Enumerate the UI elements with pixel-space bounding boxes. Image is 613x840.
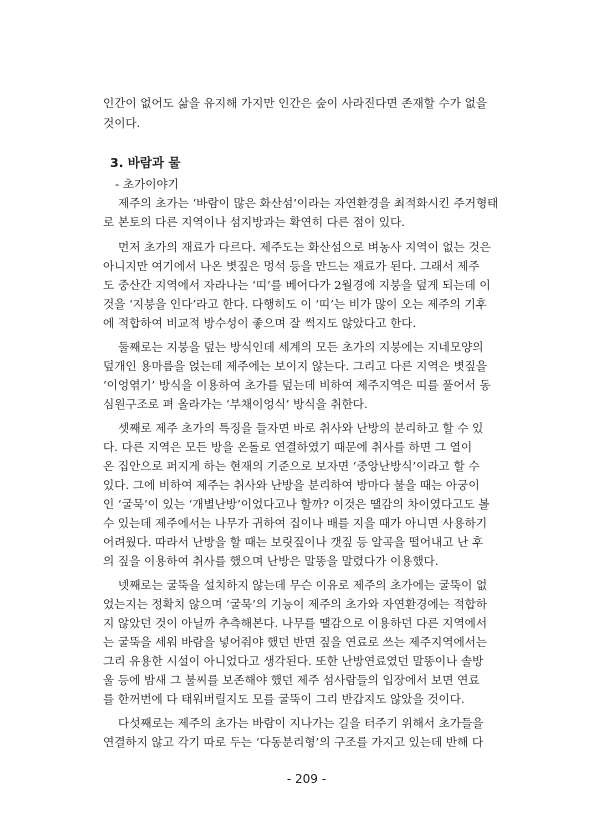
- body-line: 에 적합하여 비교적 방수성이 좋으며 잘 썩지도 않았다고 한다.: [103, 316, 417, 330]
- body-line: 지 않았던 것이 아닐까 추측해본다. 나무를 땔감으로 이용하던 다른 지역에서: [103, 616, 488, 630]
- section-title: 3. 바람과 물: [110, 155, 181, 170]
- body-line: 온 집안으로 퍼지게 하는 현재의 기준으로 보자면 ‘중앙난방식’이라고 할 수: [103, 459, 480, 473]
- body-line: ‘이엉엮기’ 방식을 이용하여 초가를 덮는데 비하여 제주지역은 띠를 풀어서 동: [103, 378, 491, 392]
- body-line: 그리 유용한 시설이 아니었다고 생각된다. 또한 난방연료였던 말똥이나 솔방: [103, 654, 484, 668]
- body-line: 로 본토의 다른 지역이나 섬지방과는 확연히 다른 점이 있다.: [103, 215, 405, 229]
- body-line: 넷째로는 굴뚝을 설치하지 않는데 무슨 이유로 제주의 초가에는 굴뚝이 없: [118, 578, 488, 592]
- body-line: 셋째로 제주 초가의 특징을 들자면 바로 취사와 난방의 분리하고 할 수 있: [118, 421, 484, 435]
- body-line: 연결하지 않고 각기 따로 두는 ‘다동분리형’의 구조를 가지고 있는데 반해 다: [103, 735, 484, 749]
- body-line: 먼저 초가의 재료가 다르다. 제주도는 화산섬으로 벼농사 지역이 없는 것은: [118, 240, 491, 254]
- body-line: 다. 다른 지역은 모든 방을 온돌로 연결하였기 때문에 취사를 하면 그 열이: [103, 440, 473, 454]
- body-line: 둘째로는 지붕을 덮는 방식인데 세계의 모든 초가의 지붕에는 지네모양의: [118, 340, 484, 354]
- body-line: 심원구조로 펴 올라가는 ‘부채이엉식’ 방식을 취한다.: [103, 397, 368, 411]
- body-line: 를 한꺼번에 다 태워버릴지도 모를 굴뚝이 그리 반갑지도 않았을 것이다.: [103, 692, 465, 706]
- body-line: 것이다.: [103, 116, 141, 130]
- body-line: 다섯째로는 제주의 초가는 바람이 지나가는 길을 터주기 위해서 초가들을: [118, 716, 484, 730]
- body-line: 인 ‘굴묵’이 있는 ‘개별난방’이었다고나 할까? 이것은 땔감의 차이였다고도 볼: [103, 497, 490, 511]
- body-line: 아니지만 여기에서 나온 볏짚은 멍석 등을 만드는 재료가 된다. 그래서 제주: [103, 259, 480, 273]
- body-line: 도 중산간 지역에서 자라나는 ‘띠’를 베어다가 2월경에 지붕을 덮게 되는데 이: [103, 278, 491, 292]
- body-line: 었는지는 정확치 않으며 ‘굴묵’의 기능이 제주의 초가와 자연환경에는 적합하: [103, 597, 488, 611]
- body-line: 울 등에 밤새 그 불씨를 보존해야 했던 제주 섬사람들의 입장에서 보면 연료: [103, 673, 480, 687]
- body-line: 어려웠다. 따라서 난방을 할 때는 보릿짚이나 갯짚 등 알곡을 떨어내고 난 후: [103, 535, 484, 549]
- page-number: - 209 -: [286, 772, 327, 786]
- body-line: 의 짚을 이용하여 취사를 했으며 난방은 말똥을 말렸다가 이용했다.: [103, 554, 439, 568]
- body-line: 수 있는데 제주에서는 나무가 귀하여 집이나 배를 지을 때가 아니면 사용하기: [103, 516, 488, 530]
- body-line: 있다. 그에 비하여 제주는 취사와 난방을 분리하여 방마다 불을 때는 아궁이: [103, 478, 480, 492]
- body-line: 인간이 없어도 삶을 유지해 가지만 인간은 숲이 사라진다면 존재할 수가 없을: [103, 96, 488, 110]
- body-line: 것을 ‘지붕을 인다’라고 한다. 다행히도 이 ‘띠’는 비가 많이 오는 제주의 기후: [103, 297, 487, 311]
- subheading: - 초가이야기: [115, 177, 179, 191]
- body-line: 는 굴뚝을 세워 바람을 넣어줘야 했던 반면 짚을 연료로 쓰는 제주지역에서는: [103, 635, 488, 649]
- body-line: 제주의 초가는 ‘바람이 많은 화산섬’이라는 자연환경을 최적화시킨 주거형태: [118, 196, 499, 210]
- body-line: 덮개인 용마름을 얹는데 제주에는 보이지 않는다. 그리고 다른 지역은 볏짚을: [103, 359, 488, 373]
